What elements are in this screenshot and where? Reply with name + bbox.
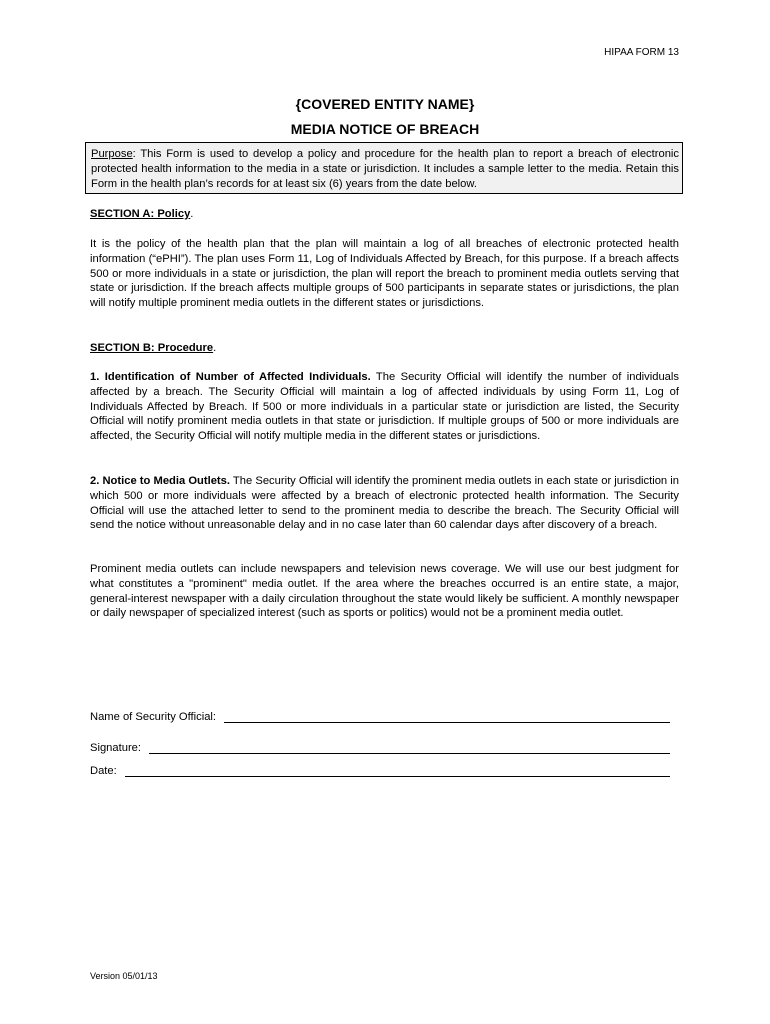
security-official-name-field[interactable] [224, 710, 670, 723]
section-a-text: It is the policy of the health plan that the plan will maintain a log of all breaches of electronic protected health information (“ePHI”). The plan uses Form 11, Log of Individuals Affected by Breach, for this purpose. If a breach affects 500 or more individuals in a state or jurisdiction, the plan will report the breach to prominent media outlets serving that state or jurisdiction. If the breach affects multiple groups of 500 participants in separate states or jurisdictions, the plan will notify multiple prominent media outlets in the different states or jurisdictions. [90, 238, 679, 310]
media-outlets-paragraph: Prominent media outlets can include newspapers and television news coverage. We will use our best judgment for what constitutes a "prominent" media outlet. If the area where the breaches occurred is an entire state, a major, general-interest newspaper with a daily circulation throughout the state would likely be sufficient. A monthly newspaper or daily newspaper of specialized interest (such as sports or politics) would not be a prominent media outlet. [90, 563, 679, 620]
purpose-label: Purpose [91, 148, 133, 160]
procedure-item-1 [90, 370, 679, 444]
purpose-text: : This Form is used to develop a policy and procedure for the health plan to report a breach of electronic protected health information to the media in a state or jurisdiction. It includes a sample letter to the media. Retain this Form in the health plan’s records for at least six (6) years from the date below. [91, 148, 679, 190]
signature-label: Signature: [90, 742, 141, 754]
purpose-box [85, 142, 683, 194]
form-id: HIPAA FORM 13 [604, 47, 679, 58]
procedure-item-1-heading: 1. Identification of Number of Affected Individuals. [90, 371, 371, 383]
section-b-heading: SECTION B: Procedure. [90, 342, 217, 354]
signature-row [90, 741, 670, 754]
procedure-item-2-heading: 2. Notice to Media Outlets. [90, 475, 230, 487]
signature-field[interactable] [149, 741, 670, 754]
procedure-item-2-text: The Security Official will identify the prominent media outlets in each state or jurisdiction in which 500 or more individuals were affected by a breach of electronic protected health information. The Security Official will use the attached letter to send to the prominent media to describe the breach. The Security Official will send the notice without unreasonable delay and in no case later than 60 calendar days after discovery of a breach. [90, 475, 679, 532]
procedure-item-2 [90, 474, 679, 533]
procedure-item-1-text: The Security Official will identify the number of individuals affected by a breach. The Security Official will maintain a log of affected individuals by using Form 11, Log of Individuals Affected by Breach. If 500 or more individuals in a particular state or jurisdiction are listed, the Security Official will notify prominent media outlets in that state or jurisdiction. If multiple groups of 500 or more individuals are affected, the Security Official will notify multiple media in the different states or jurisdictions. [90, 371, 679, 443]
date-row [90, 764, 670, 777]
date-label: Date: [90, 765, 117, 777]
version-footer: Version 05/01/13 [90, 971, 158, 981]
date-field[interactable] [125, 764, 670, 777]
security-official-name-row [90, 710, 670, 723]
section-a-heading: SECTION A: Policy. [90, 208, 194, 220]
security-official-name-label: Name of Security Official: [90, 711, 217, 723]
notice-title: MEDIA NOTICE OF BREACH [290, 121, 480, 137]
entity-name-title: {COVERED ENTITY NAME} [295, 96, 475, 112]
